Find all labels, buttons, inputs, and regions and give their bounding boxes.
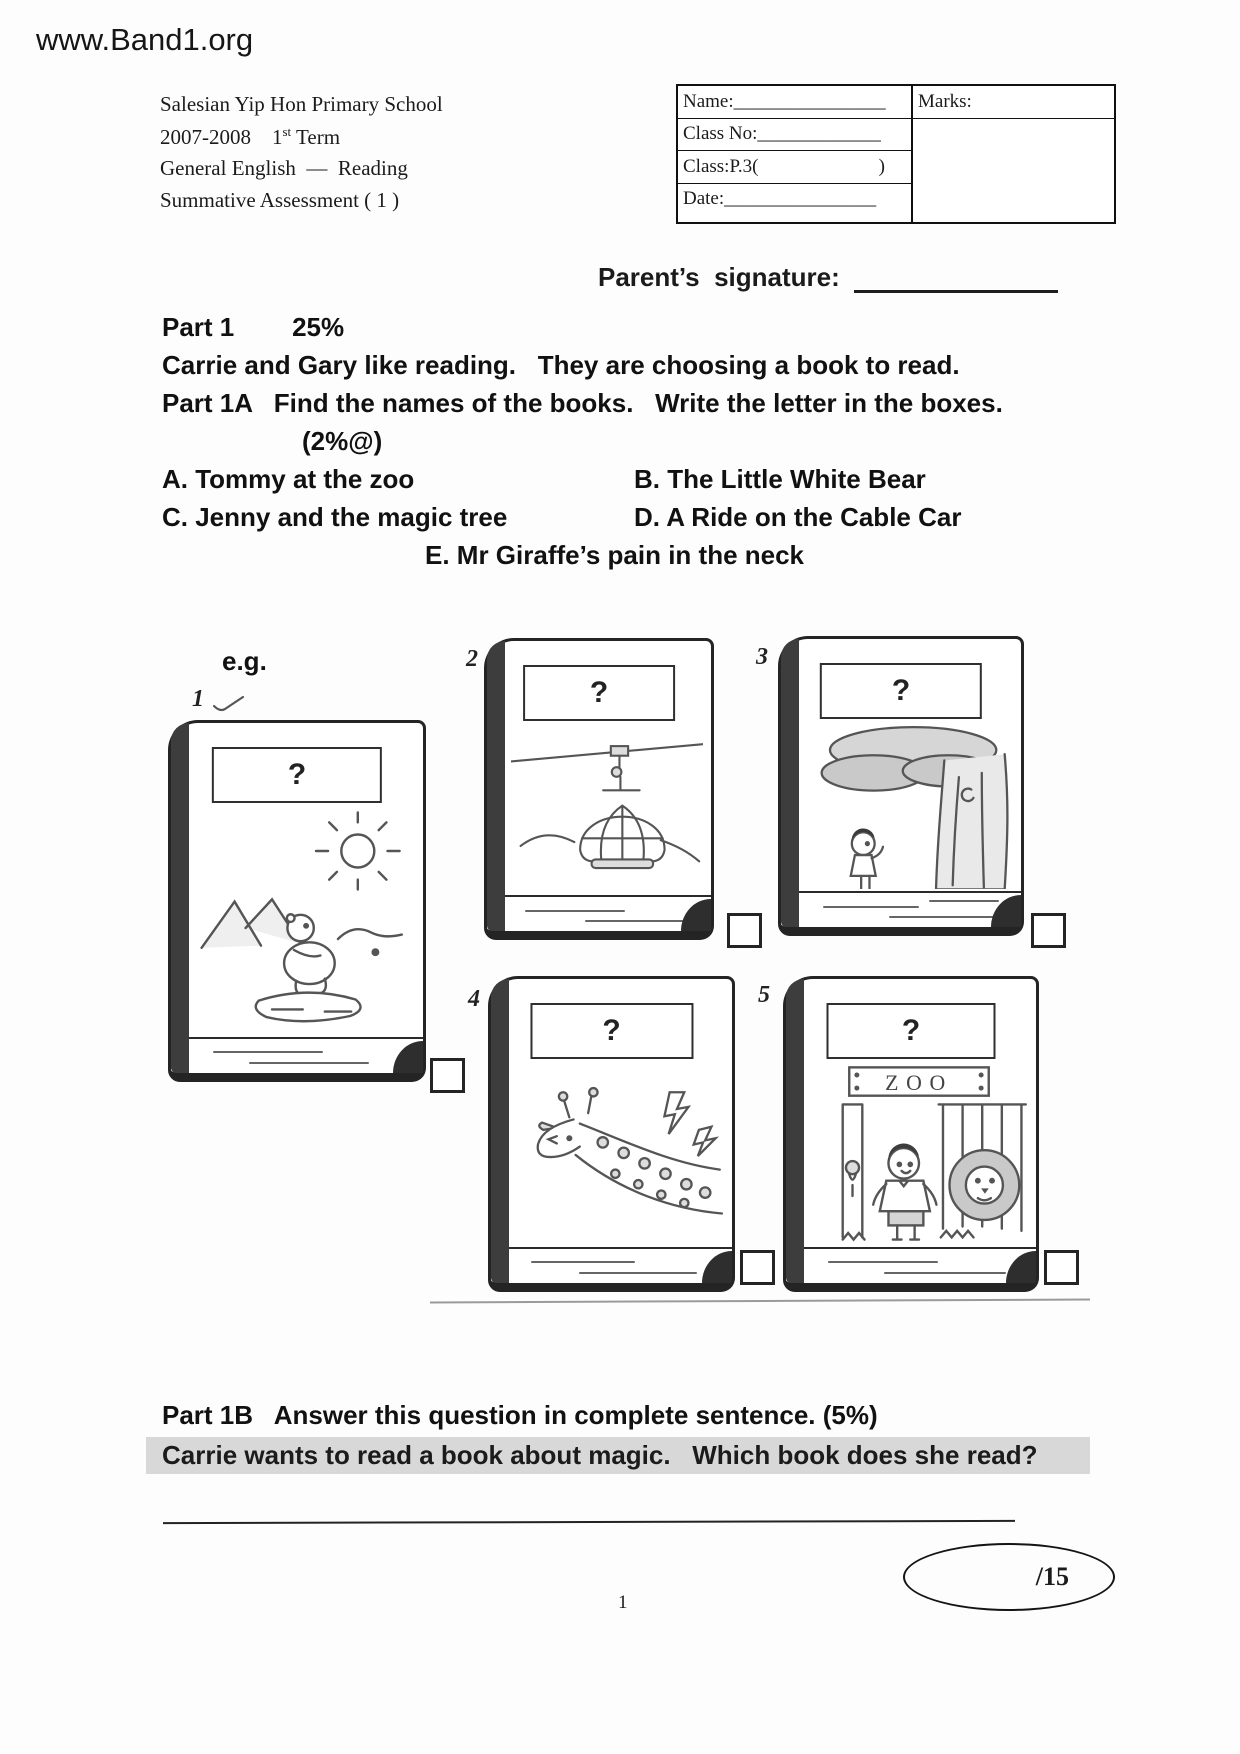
part1-percent: 25% bbox=[292, 312, 345, 342]
book-cover bbox=[488, 976, 735, 1292]
parent-signature-line[interactable] bbox=[854, 263, 1058, 293]
page-line bbox=[823, 906, 919, 908]
book-title-box bbox=[827, 1003, 996, 1059]
question-mark: ? bbox=[287, 758, 307, 791]
book-5 bbox=[783, 976, 1039, 1292]
book-number-5: 5 bbox=[758, 982, 770, 1008]
year-term-line bbox=[160, 124, 340, 150]
book-spine bbox=[171, 723, 189, 1073]
book-title-box bbox=[530, 1003, 693, 1059]
pencil-line bbox=[430, 1299, 1090, 1304]
zoo-illustration bbox=[810, 1063, 1028, 1248]
class-field[interactable] bbox=[678, 151, 911, 184]
option-c: C. Jenny and the magic tree bbox=[162, 502, 508, 532]
page-number: 1 bbox=[618, 1592, 628, 1613]
polar-bear-illustration bbox=[195, 807, 415, 1038]
book-pages bbox=[804, 1247, 1036, 1283]
example-label: e.g. bbox=[222, 646, 267, 676]
class-no-field[interactable]: Class No:_____________ bbox=[678, 119, 911, 152]
marks-empty-cell[interactable] bbox=[913, 119, 1114, 222]
book-spine bbox=[781, 639, 799, 927]
student-info-box bbox=[676, 84, 1116, 224]
page-curl bbox=[702, 1251, 732, 1283]
option-a: A. Tommy at the zoo bbox=[162, 464, 415, 494]
tick-mark-icon bbox=[212, 694, 246, 716]
book-example bbox=[168, 720, 426, 1082]
book-cover bbox=[168, 720, 426, 1082]
part1b-question: Carrie wants to read a book about magic. Which book does she read? bbox=[162, 1440, 1038, 1470]
school-year: 2007-2008 bbox=[160, 125, 251, 149]
part1-label: Part 1 bbox=[162, 312, 235, 342]
book-spine bbox=[487, 641, 505, 931]
book-cover bbox=[484, 638, 714, 940]
book-title-box bbox=[212, 747, 382, 803]
gap bbox=[251, 125, 272, 149]
subject-line: General English — Reading bbox=[160, 156, 408, 180]
book-number-3: 3 bbox=[756, 644, 768, 670]
school-name: Salesian Yip Hon Primary School bbox=[160, 92, 443, 116]
class-label: Class:P.3( bbox=[683, 155, 759, 177]
answer-box-2[interactable] bbox=[727, 913, 762, 948]
gap bbox=[234, 312, 292, 342]
book-title-box bbox=[820, 663, 982, 719]
answer-writing-line[interactable] bbox=[163, 1520, 1015, 1524]
page-curl bbox=[681, 899, 711, 931]
answer-box-5[interactable] bbox=[1044, 1250, 1079, 1285]
name-field[interactable]: Name:________________ bbox=[678, 86, 911, 119]
book-number-2: 2 bbox=[466, 646, 478, 672]
option-d: D. A Ride on the Cable Car bbox=[634, 502, 962, 532]
book-number-4: 4 bbox=[468, 986, 480, 1012]
part1a-marks-note: (2%@) bbox=[302, 426, 383, 456]
option-e: E. Mr Giraffe’s pain in the neck bbox=[425, 540, 805, 570]
question-mark: ? bbox=[901, 1014, 921, 1047]
book-number-1: 1 bbox=[192, 686, 204, 712]
page-line bbox=[889, 916, 999, 918]
class-close-paren: ) bbox=[878, 155, 885, 177]
book-4 bbox=[488, 976, 735, 1292]
giraffe-illustration bbox=[515, 1063, 724, 1241]
page-line bbox=[213, 1051, 323, 1053]
tree-illustration bbox=[805, 723, 1013, 889]
page-line bbox=[579, 1272, 697, 1274]
parent-signature-label: Parent’s signature: bbox=[598, 262, 840, 292]
question-mark: ? bbox=[589, 676, 609, 709]
book-pages bbox=[799, 891, 1021, 927]
page-line bbox=[585, 920, 689, 922]
assessment-line: Summative Assessment ( 1 ) bbox=[160, 188, 400, 212]
cable-car-illustration bbox=[511, 725, 703, 879]
page-line bbox=[828, 1261, 938, 1263]
book-pages bbox=[505, 895, 711, 931]
term-word: Term bbox=[291, 125, 341, 149]
answer-box-3[interactable] bbox=[1031, 913, 1066, 948]
book-cover bbox=[778, 636, 1024, 936]
zoo-sign-text: ZOO bbox=[885, 1071, 953, 1096]
page-curl bbox=[393, 1041, 423, 1073]
info-left-column bbox=[678, 86, 913, 222]
part1b-heading: Part 1B Answer this question in complete sentence. (5%) bbox=[162, 1400, 878, 1430]
page-line bbox=[249, 1062, 369, 1064]
book-title-box bbox=[523, 665, 675, 721]
book-spine bbox=[786, 979, 804, 1283]
page-curl bbox=[1006, 1251, 1036, 1283]
book-spine bbox=[491, 979, 509, 1283]
term-ordinal: st bbox=[282, 124, 292, 139]
parent-signature-row bbox=[598, 262, 1058, 293]
answer-box-4[interactable] bbox=[740, 1250, 775, 1285]
option-b: B. The Little White Bear bbox=[634, 464, 926, 494]
score-total: /15 bbox=[1035, 1562, 1069, 1591]
page-line bbox=[929, 900, 999, 902]
answer-box-example[interactable] bbox=[430, 1058, 465, 1093]
marks-label-cell: Marks: bbox=[913, 86, 1114, 119]
book-pages bbox=[509, 1247, 732, 1283]
score-oval bbox=[903, 1543, 1115, 1611]
page-line bbox=[531, 1261, 635, 1263]
part1-heading bbox=[162, 312, 344, 343]
part1b-question-highlight bbox=[146, 1437, 1090, 1474]
date-field[interactable]: Date:________________ bbox=[683, 188, 877, 210]
book-2 bbox=[484, 638, 714, 940]
book-cover bbox=[783, 976, 1039, 1292]
page-line bbox=[884, 1272, 1006, 1274]
page-line bbox=[525, 910, 625, 912]
part1a-instruction: Part 1A Find the names of the books. Write the letter in the boxes. bbox=[162, 388, 1003, 418]
book-pages bbox=[189, 1037, 423, 1073]
part1-intro: Carrie and Gary like reading. They are choosing a book to read. bbox=[162, 350, 960, 380]
question-mark: ? bbox=[891, 674, 911, 707]
book-3 bbox=[778, 636, 1024, 936]
question-mark: ? bbox=[602, 1014, 621, 1047]
term-number: 1 bbox=[272, 125, 283, 149]
site-watermark: www.Band1.org bbox=[36, 22, 254, 57]
